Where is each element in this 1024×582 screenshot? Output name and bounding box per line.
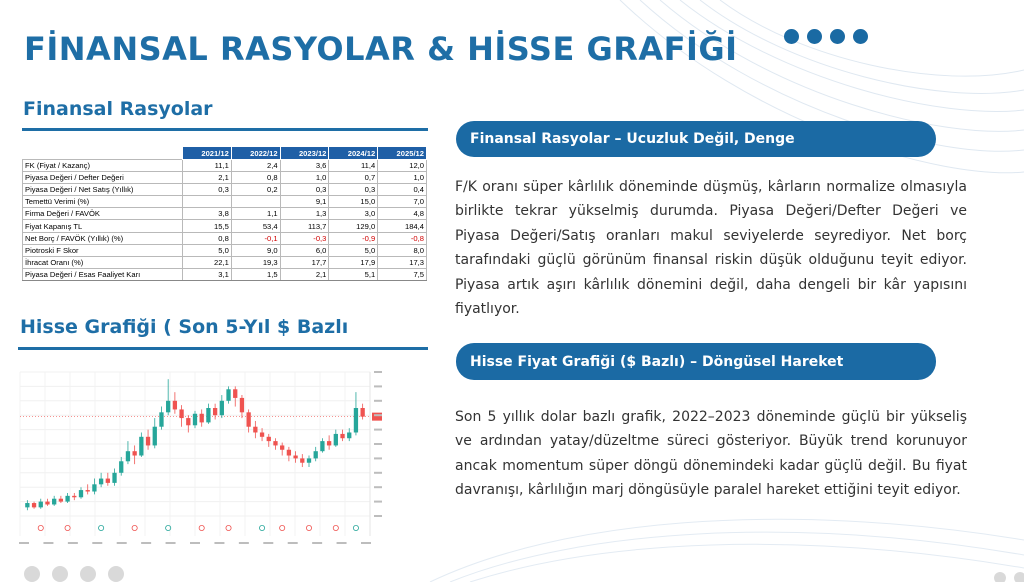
price-axis-tick: [374, 371, 382, 373]
table-cell: 1,0: [378, 172, 427, 184]
table-row: [23, 256, 427, 268]
decorative-dots: [784, 29, 868, 44]
event-marker: [38, 525, 43, 530]
table-cell: 1,5: [231, 268, 280, 280]
chart-title-rule: [18, 347, 428, 350]
table-row: [23, 172, 427, 184]
table-cell: 1,0: [280, 172, 329, 184]
page-title: FİNANSAL RASYOLAR & HİSSE GRAFİĞİ: [24, 30, 738, 68]
table-header-row: [23, 147, 427, 160]
price-axis-tick: [374, 501, 382, 503]
candle-body: [253, 427, 257, 433]
price-axis-tick: [374, 457, 382, 459]
candle-body: [307, 458, 311, 462]
candle-body: [72, 496, 76, 497]
ratios-title-rule: [22, 128, 428, 131]
section2-title-pill: [456, 343, 936, 380]
table-cell: -0,3: [280, 232, 329, 244]
table-cell: 7,5: [378, 268, 427, 280]
candle-body: [200, 414, 204, 423]
row-label: Piyasa Değeri / Defter Değeri: [23, 172, 183, 184]
chart-section-title: Hisse Grafiği ( Son 5-Yıl $ Bazlı: [20, 316, 349, 338]
table-cell: [231, 196, 280, 208]
table-cell: 0,7: [329, 172, 378, 184]
table-cell: 0,4: [378, 184, 427, 196]
candle-body: [173, 401, 177, 410]
time-axis-tick: [43, 542, 53, 544]
dot: [807, 29, 822, 44]
table-header-cell: 2025/12: [378, 147, 427, 160]
table-cell: -0,8: [378, 232, 427, 244]
row-label: Fiyat Kapanış TL: [23, 220, 183, 232]
candle-body: [133, 451, 137, 455]
table-row: [23, 220, 427, 232]
time-axis-tick: [19, 542, 29, 544]
candle-body: [65, 496, 69, 502]
table-row: [23, 196, 427, 208]
row-label: Temettü Verimi (%): [23, 196, 183, 208]
price-axis-tick: [374, 486, 382, 488]
table-cell: 2,1: [280, 268, 329, 280]
price-chart: [18, 366, 412, 578]
ratios-table-body: [23, 160, 427, 281]
candle-body: [240, 398, 244, 412]
price-chart-svg: [18, 366, 412, 578]
candle-body: [52, 499, 56, 505]
event-marker: [259, 525, 264, 530]
time-axis-tick: [92, 542, 102, 544]
table-cell: 4,8: [378, 208, 427, 220]
candle-body: [220, 401, 224, 415]
candle-body: [139, 437, 143, 456]
table-cell: 3,6: [280, 160, 329, 172]
candle-body: [79, 490, 83, 497]
candle-body: [206, 408, 210, 422]
candle-body: [354, 408, 358, 432]
table-cell: 6,0: [280, 244, 329, 256]
row-label: Piyasa Değeri / Net Satış (Yıllık): [23, 184, 183, 196]
candle-body: [267, 437, 271, 441]
candle-body: [340, 434, 344, 438]
table-header-cell: 2023/12: [280, 147, 329, 160]
table-cell: 3,1: [183, 268, 232, 280]
candle-body: [226, 389, 230, 401]
table-row: [23, 244, 427, 256]
table-cell: 3,8: [183, 208, 232, 220]
table-cell: 1,3: [280, 208, 329, 220]
row-label: Piotroski F Skor: [23, 244, 183, 256]
candle-body: [287, 450, 291, 456]
table-cell: 9,1: [280, 196, 329, 208]
time-axis-tick: [141, 542, 151, 544]
row-label: Firma Değeri / FAVÖK: [23, 208, 183, 220]
table-row: [23, 268, 427, 280]
price-axis-tick: [374, 400, 382, 402]
table-cell: 0,3: [329, 184, 378, 196]
table-cell: 19,3: [231, 256, 280, 268]
table-cell: 17,3: [378, 256, 427, 268]
candle-body: [32, 503, 36, 507]
section2-body: Son 5 yıllık dolar bazlı grafik, 2022–2023 döneminde güçlü bir yükseliş ve ardından yatay/düzeltme süreci gösteriyor. Büyük trend korunuyor ancak momentum süper döngü dönemindeki kadar güçlü değil. Bu fiyat davranışı, kârlılığın marj döngüsüyle paralel hareket ettiğini teyit ediyor.: [455, 409, 967, 499]
price-axis-tick: [374, 414, 382, 416]
table-cell: 0,3: [183, 184, 232, 196]
table-cell: 2,4: [231, 160, 280, 172]
event-marker: [280, 525, 285, 530]
last-price-tag: [372, 413, 382, 421]
table-cell: 5,0: [183, 244, 232, 256]
candle-body: [92, 484, 96, 491]
event-marker: [226, 525, 231, 530]
table-cell: 1,1: [231, 208, 280, 220]
event-marker: [353, 525, 358, 530]
section2-title: Hisse Fiyat Grafiği ($ Bazlı) – Döngüsel Hareket: [470, 353, 844, 370]
candle-body: [119, 461, 123, 473]
candle-body: [293, 456, 297, 459]
row-label: İhracat Oranı (%): [23, 256, 183, 268]
time-axis-tick: [337, 542, 347, 544]
candle-body: [280, 445, 284, 449]
candle-body: [39, 502, 43, 508]
table-cell: 184,4: [378, 220, 427, 232]
dot: [784, 29, 799, 44]
table-cell: 2,1: [183, 172, 232, 184]
candle-body: [45, 502, 49, 505]
dot: [830, 29, 845, 44]
candle-body: [99, 479, 103, 485]
table-cell: 0,8: [231, 172, 280, 184]
event-marker: [132, 525, 137, 530]
table-cell: 129,0: [329, 220, 378, 232]
table-header-cell: 2022/12: [231, 147, 280, 160]
candle-body: [186, 418, 190, 425]
price-axis-tick: [374, 472, 382, 474]
table-cell: -0,1: [231, 232, 280, 244]
table-cell: 0,3: [280, 184, 329, 196]
ratios-table: [22, 146, 427, 281]
table-cell: 7,0: [378, 196, 427, 208]
table-cell: 5,1: [329, 268, 378, 280]
time-axis-tick: [361, 542, 371, 544]
time-axis-tick: [288, 542, 298, 544]
table-cell: 15,0: [329, 196, 378, 208]
table-header-blank: [23, 147, 183, 160]
candle-body: [25, 503, 29, 507]
table-cell: 113,7: [280, 220, 329, 232]
candle-body: [213, 408, 217, 415]
candle-body: [59, 499, 63, 502]
table-row: [23, 208, 427, 220]
section1-title-pill: [456, 121, 936, 157]
time-axis-tick: [68, 542, 78, 544]
row-label: FK (Fiyat / Kazanç): [23, 160, 183, 172]
event-marker: [65, 525, 70, 530]
section1-body: F/K oranı süper kârlılık döneminde düşmüş, kârların normalize olmasıyla birlikte tekrar yükselmiş durumda. Piyasa Değeri/Defter Değeri ve Piyasa Değeri/Satış oranları makul seviyelerde seyrediyor. Net borç tarafındaki güçlü görünüm finansal riskin düşük olduğunu teyit ediyor. Piyasa artık aşırı kârlılık dönemini değil, daha dengeli bir kâr yapısını fiyatlıyor.: [455, 179, 967, 318]
candle-body: [260, 432, 264, 436]
candle-body: [247, 412, 251, 426]
time-axis-tick: [263, 542, 273, 544]
candle-body: [112, 473, 116, 483]
price-axis-tick: [374, 515, 382, 517]
candle-body: [86, 490, 90, 491]
event-marker: [333, 525, 338, 530]
table-cell: [183, 196, 232, 208]
candle-body: [153, 427, 157, 446]
table-cell: 11,4: [329, 160, 378, 172]
candle-body: [300, 458, 304, 462]
candle-body: [179, 409, 183, 418]
table-cell: 0,8: [183, 232, 232, 244]
time-axis-tick: [117, 542, 127, 544]
dot: [853, 29, 868, 44]
table-cell: 17,7: [280, 256, 329, 268]
candle-body: [146, 437, 150, 446]
candle-body: [106, 479, 110, 483]
price-axis-tick: [374, 443, 382, 445]
price-axis-tick: [374, 429, 382, 431]
event-marker: [99, 525, 104, 530]
candle-body: [193, 414, 197, 426]
candle-body: [273, 441, 277, 445]
event-marker: [306, 525, 311, 530]
table-header-cell: 2024/12: [329, 147, 378, 160]
table-row: [23, 160, 427, 172]
candle-body: [347, 432, 351, 438]
candle-body: [233, 389, 237, 398]
candle-body: [320, 441, 324, 451]
row-label: Net Borç / FAVÖK (Yıllık) (%): [23, 232, 183, 244]
candle-body: [159, 412, 163, 426]
candle-body: [126, 451, 130, 461]
time-axis-tick: [312, 542, 322, 544]
time-axis-tick: [190, 542, 200, 544]
table-cell: 12,0: [378, 160, 427, 172]
ratios-section-title: Finansal Rasyolar: [23, 98, 213, 120]
candle-body: [314, 451, 318, 458]
table-cell: 3,0: [329, 208, 378, 220]
table-cell: 22,1: [183, 256, 232, 268]
time-axis-tick: [166, 542, 176, 544]
candle-body: [361, 408, 365, 417]
table-cell: 9,0: [231, 244, 280, 256]
table-cell: 8,0: [378, 244, 427, 256]
time-axis-tick: [214, 542, 224, 544]
table-cell: 5,0: [329, 244, 378, 256]
table-cell: 53,4: [231, 220, 280, 232]
table-cell: 0,2: [231, 184, 280, 196]
time-axis-tick: [239, 542, 249, 544]
price-axis-tick: [374, 385, 382, 387]
table-row: [23, 184, 427, 196]
table-cell: 17,9: [329, 256, 378, 268]
table-cell: -0,9: [329, 232, 378, 244]
table-cell: 15,5: [183, 220, 232, 232]
candle-body: [166, 401, 170, 413]
table-cell: 11,1: [183, 160, 232, 172]
row-label: Piyasa Değeri / Esas Faaliyet Karı: [23, 268, 183, 280]
section1-title: Finansal Rasyolar – Ucuzluk Değil, Denge: [470, 131, 795, 147]
candle-body: [334, 434, 338, 446]
table-header-cell: 2021/12: [183, 147, 232, 160]
event-marker: [199, 525, 204, 530]
table-row: [23, 232, 427, 244]
candle-body: [327, 441, 331, 445]
